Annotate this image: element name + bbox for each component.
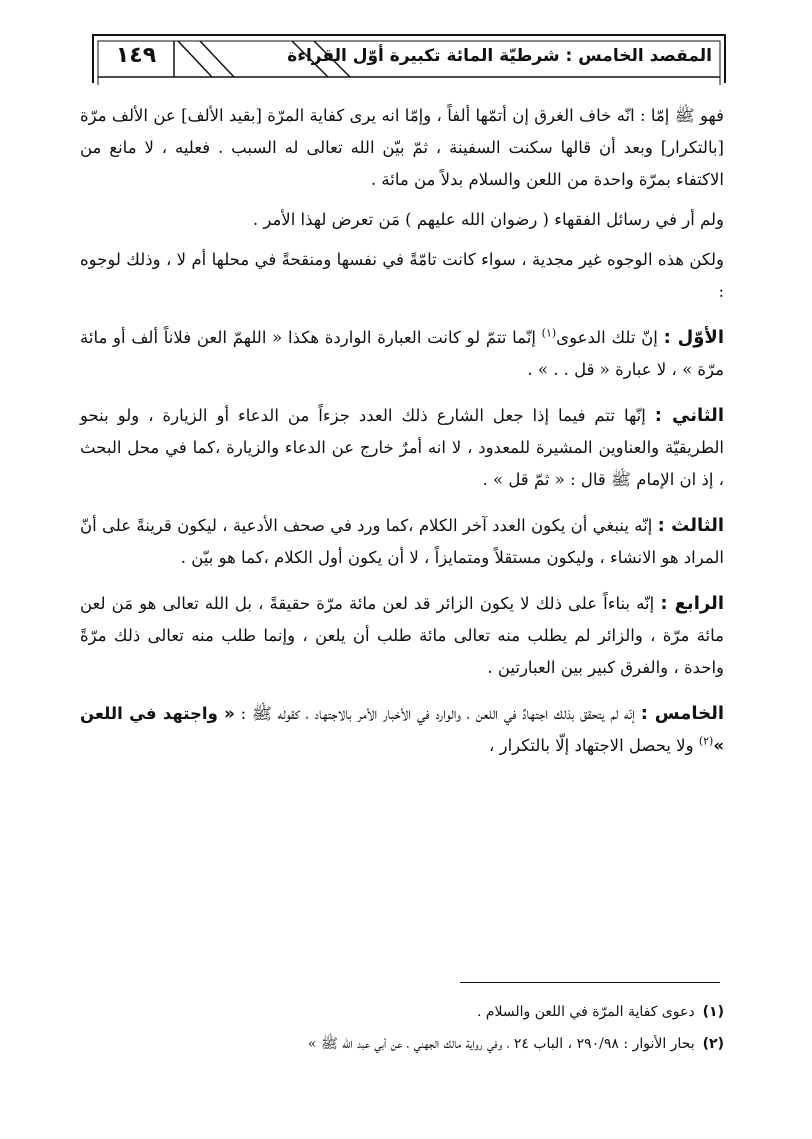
point-fourth-heading: الرابع : — [660, 593, 724, 614]
point-fifth-heading: الخامس : — [640, 703, 725, 724]
footnotes — [80, 996, 724, 1060]
point-fourth-text: إنّه بناءاً على ذلك لا يكون الزائر قد لعن مائة مرّة حقيقةً ، بل الله تعالى هو مَن لعن مائة مرّة ، والزائر لم يطلب منه تعالى مائة طلب أن يلعن ، وإنما طلب منه تعالى ذلك مرّةً واحدة ، والفرق كبير بين العبارتين . — [80, 594, 724, 677]
paragraph-3: ولكن هذه الوجوه غير مجدية ، سواء كانت تامّةً في نفسها ومنقحةً في محلها أم لا ، وذلك لوجوه : — [80, 250, 724, 301]
footnote-2 — [80, 1028, 724, 1060]
footnote-1-text: دعوى كفاية المرّة في اللعن والسلام . — [476, 1004, 695, 1020]
point-third-text: إنّه ينبغي أن يكون العدد آخر الكلام ،كما ورد في صحف الأدعية ، ليكون قرينةً على أنّ المراد هو الانشاء ، وليكون مستقلاً ومتمايزاً ، لا أن يكون أول الكلام ،كما هو بيّن . — [80, 516, 724, 567]
footnote-1 — [80, 996, 724, 1028]
main-text — [80, 100, 724, 776]
footnote-2-marker: (٢) — [702, 1036, 724, 1052]
point-third-heading: الثالث : — [657, 515, 724, 536]
footnote-separator — [460, 982, 720, 983]
point-second — [80, 400, 724, 496]
point-first-heading: الأوّل : — [663, 327, 724, 348]
page-header — [92, 33, 726, 87]
footnote-2-text: بحار الأنوار : ٢٩٠/٩٨ ، الباب ٢٤ ، وفي رواية مالك الجهني ، عن أبي عبد الله ﷺ » — [307, 1036, 695, 1052]
point-fifth-text-b: ولا يحصل الاجتهاد إلّا بالتكرار ، — [489, 736, 699, 755]
paragraph-2: ولم أر في رسائل الفقهاء ( رضوان الله عليهم ) مَن تعرض لهذا الأمر . — [252, 210, 724, 229]
footnote-1-marker: (١) — [702, 1004, 724, 1020]
point-fifth-text-a: إنّه لم يتحقق بذلك اجتهادٌ في اللعن ، والوارد في الأخبار الأمر بالاجتهاد ، كقوله ﷺ : — [234, 704, 635, 723]
point-fifth — [80, 698, 724, 762]
point-third — [80, 510, 724, 574]
page-number: ١٤٩ — [115, 43, 157, 68]
point-fourth — [80, 588, 724, 684]
point-second-heading: الثاني : — [654, 405, 724, 426]
point-first-text-b: إنّما تتمّ لو كانت العبارة الواردة هكذا « اللهمّ العن فلاناً ألف أو مائة مرّة » ، لا عبارة « قل . . » . — [80, 328, 724, 379]
point-first-text-a: إنّ تلك الدعوى — [556, 328, 658, 347]
point-second-text: إنّها تتم فيما إذا جعل الشارع ذلك العدد جزءاً من الدعاء أو الزيارة ، ولو بنحو الطريقيّة والعناوين المشيرة للمعدود ، لا انه أمرٌ خارج عن الدعاء والزيارة ،كما في محل البحث ، إذ ان الإمام ﷺ قال : « ثمّ قل » . — [80, 406, 724, 489]
hadith-quote: « واجتهد في اللعن » — [80, 704, 724, 755]
footnote-ref-2: (٢) — [698, 734, 714, 748]
point-first — [80, 322, 724, 386]
paragraph-1: فهو ﷺ إمّا : انّه خاف الغرق إن أتمّها ألفاً ، وإمّا انه يرى كفاية المرّة [بقيد الألف] عن الألف مرّة [بالتكرار] وبعد أن قالها سكنت السفينة ، ثمّ بيّن الله تعالى له السبب . فعليه ، لا مانع من الاكتفاء بمرّة واحدة من اللعن والسلام بدلاً من مائة . — [80, 106, 724, 189]
running-title: المقصد الخامس : شرطيّة المائة تكبيرة أوّل القراءة — [287, 46, 712, 66]
footnote-ref-1: (١) — [541, 326, 557, 340]
